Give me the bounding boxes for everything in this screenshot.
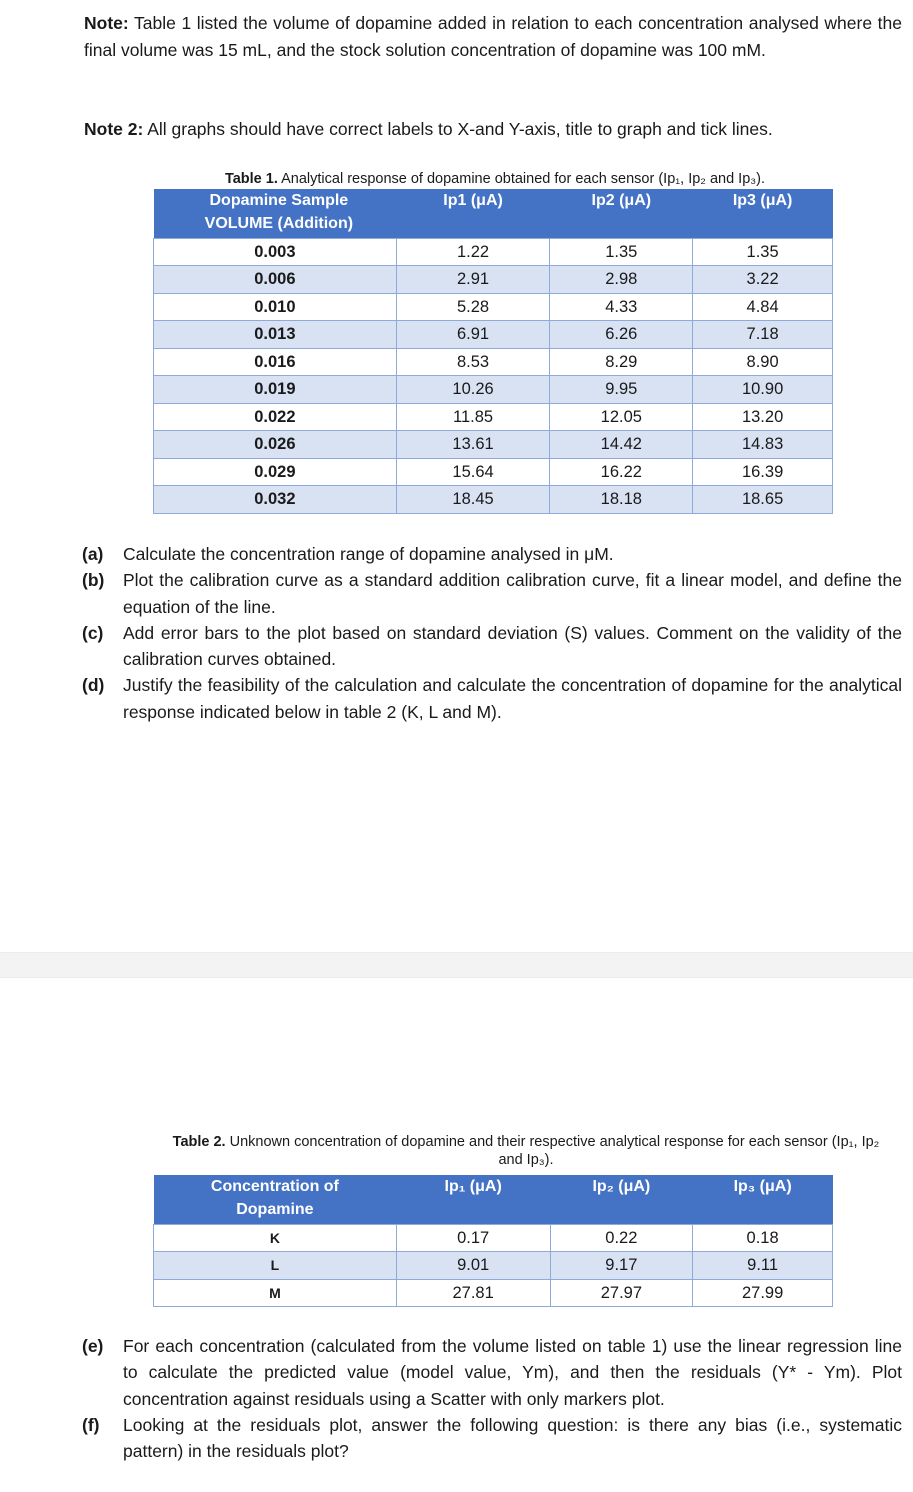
- table-1-cell: 5.28: [396, 293, 550, 321]
- table-1-row: [154, 348, 833, 376]
- table-1-cell: 0.026: [154, 431, 397, 459]
- question-item: [82, 620, 902, 673]
- table-1-cell: 14.42: [550, 431, 693, 459]
- table-1-cell: 0.022: [154, 403, 397, 431]
- table-1-caption: [150, 170, 840, 188]
- note-2-label: Note 2:: [84, 119, 144, 139]
- note-2: [84, 116, 902, 143]
- table-2-header-concentration: Concentration of Dopamine: [154, 1175, 397, 1224]
- table-1-cell: 6.91: [396, 321, 550, 349]
- table-1-cell: 11.85: [396, 403, 550, 431]
- table-2-cell: 9.17: [550, 1252, 693, 1280]
- table-1-cell: 10.26: [396, 376, 550, 404]
- table-2-cell: 0.22: [550, 1224, 693, 1252]
- table-1-header-volume: Dopamine Sample VOLUME (Addition): [154, 189, 397, 238]
- table-1-caption-label: Table 1.: [224, 171, 278, 187]
- table-1-cell: 13.20: [693, 403, 833, 431]
- note-1-text: Table 1 listed the volume of dopamine added in relation to each concentration analysed where the final volume was 15 mL, and the stock solution concentration of dopamine was 100 mM.: [84, 13, 902, 60]
- question-text: Justify the feasibility of the calculation and calculate the concentration of dopamine for the analytical response indicated below in table 2 (K, L and M).: [123, 675, 902, 722]
- table-2-cell: 9.01: [396, 1252, 550, 1280]
- note-1-label: Note:: [84, 13, 129, 33]
- table-1-cell: 15.64: [396, 458, 550, 486]
- question-label: (f): [82, 1414, 100, 1435]
- table-2-row: [154, 1224, 833, 1252]
- table-2-cell: 9.11: [693, 1252, 833, 1280]
- table-1-cell: 9.95: [550, 376, 693, 404]
- table-2-row: [154, 1279, 833, 1307]
- table-1-cell: 14.83: [693, 431, 833, 459]
- question-item: [82, 1412, 902, 1465]
- question-item: [82, 1333, 902, 1412]
- question-text: Calculate the concentration range of dopamine analysed in μM.: [123, 544, 614, 564]
- table-1: [153, 189, 833, 514]
- table-2-header-ip1: Ip₁ (μA): [396, 1175, 550, 1224]
- table-1-cell: 0.010: [154, 293, 397, 321]
- table-1-row: [154, 486, 833, 514]
- table-1-cell: 3.22: [693, 266, 833, 294]
- table-1-cell: 18.45: [396, 486, 550, 514]
- table-1-row: [154, 321, 833, 349]
- table-1-cell: 1.35: [693, 238, 833, 266]
- question-text: For each concentration (calculated from the volume listed on table 1) use the linear regression line to calculate the predicted value (model value, Ym), and then the residuals (Y* - Ym). Plot concentration against residuals using a Scatter with only markers plot.: [123, 1336, 902, 1409]
- question-label: (d): [82, 675, 105, 696]
- table-2-header-ip3: Ip₃ (μA): [693, 1175, 833, 1224]
- question-text: Plot the calibration curve as a standard addition calibration curve, fit a linear model, and define the equation of the line.: [123, 570, 902, 617]
- note-1: [84, 10, 902, 63]
- table-1-row: [154, 238, 833, 266]
- table-1-cell: 12.05: [550, 403, 693, 431]
- table-1-cell: 4.84: [693, 293, 833, 321]
- table-2-cell: L: [154, 1252, 397, 1280]
- table-1-cell: 0.013: [154, 321, 397, 349]
- table-1-cell: 0.019: [154, 376, 397, 404]
- question-text: Looking at the residuals plot, answer the following question: is there any bias (i.e., systematic pattern) in the residuals plot?: [123, 1414, 902, 1462]
- table-1-row: [154, 458, 833, 486]
- table-2: [153, 1175, 833, 1307]
- table-1-cell: 1.35: [550, 238, 693, 266]
- table-2-header-ip2: Ip₂ (μA): [550, 1175, 693, 1224]
- table-1-cell: 13.61: [396, 431, 550, 459]
- question-item: [82, 672, 902, 725]
- table-1-cell: 2.98: [550, 266, 693, 294]
- table-1-cell: 1.22: [396, 238, 550, 266]
- table-1-cell: 0.029: [154, 458, 397, 486]
- table-1-cell: 16.22: [550, 458, 693, 486]
- page-break: [0, 952, 913, 978]
- questions-a-d: [82, 541, 902, 725]
- table-1-header-ip3: Ip3 (μA): [693, 189, 833, 238]
- table-1-cell: 10.90: [693, 376, 833, 404]
- table-2-row: [154, 1252, 833, 1280]
- table-1-cell: 18.18: [550, 486, 693, 514]
- table-2-header-row: [154, 1175, 833, 1224]
- table-2-cell: M: [154, 1279, 397, 1307]
- table-1-cell: 16.39: [693, 458, 833, 486]
- table-2-caption: [170, 1133, 882, 1169]
- table-1-row: [154, 403, 833, 431]
- table-1-header-ip1: Ip1 (μA): [396, 189, 550, 238]
- table-1-cell: 0.006: [154, 266, 397, 294]
- note-2-text: All graphs should have correct labels to X-and Y-axis, title to graph and tick lines.: [143, 119, 773, 139]
- table-1-cell: 8.29: [550, 348, 693, 376]
- table-2-cell: 27.97: [550, 1279, 693, 1307]
- table-1-row: [154, 293, 833, 321]
- table-1-header-ip2: Ip2 (μA): [550, 189, 693, 238]
- question-label: (e): [82, 1336, 104, 1356]
- table-2-cell: 27.81: [396, 1279, 550, 1307]
- table-1-cell: 0.003: [154, 238, 397, 266]
- table-2-cell: 0.18: [693, 1224, 833, 1252]
- table-1-cell: 8.53: [396, 348, 550, 376]
- question-label: (a): [82, 544, 104, 564]
- question-item: [82, 541, 902, 567]
- table-1-cell: 0.032: [154, 486, 397, 514]
- table-1-header-row: [154, 189, 833, 238]
- question-label: (c): [82, 622, 104, 643]
- table-2-cell: K: [154, 1224, 397, 1252]
- table-1-cell: 2.91: [396, 266, 550, 294]
- table-2-caption-text: Unknown concentration of dopamine and their respective analytical response for each sensor (Ip₁, Ip₂ and Ip₃).: [225, 1134, 880, 1168]
- table-1-cell: 0.016: [154, 348, 397, 376]
- table-1-row: [154, 266, 833, 294]
- table-1-cell: 8.90: [693, 348, 833, 376]
- table-1-caption-text: Analytical response of dopamine obtained for each sensor (Ip₁, Ip₂ and Ip₃).: [277, 171, 766, 187]
- table-2-caption-label: Table 2.: [172, 1134, 226, 1150]
- table-2-cell: 27.99: [693, 1279, 833, 1307]
- question-label: (b): [82, 570, 105, 591]
- table-1-row: [154, 376, 833, 404]
- table-2-cell: 0.17: [396, 1224, 550, 1252]
- table-1-cell: 6.26: [550, 321, 693, 349]
- table-1-cell: 4.33: [550, 293, 693, 321]
- table-1-row: [154, 431, 833, 459]
- table-1-cell: 7.18: [693, 321, 833, 349]
- table-1-cell: 18.65: [693, 486, 833, 514]
- question-item: [82, 567, 902, 620]
- question-text: Add error bars to the plot based on standard deviation (S) values. Comment on the validity of the calibration curves obtained.: [123, 622, 902, 670]
- questions-e-f: [82, 1333, 902, 1464]
